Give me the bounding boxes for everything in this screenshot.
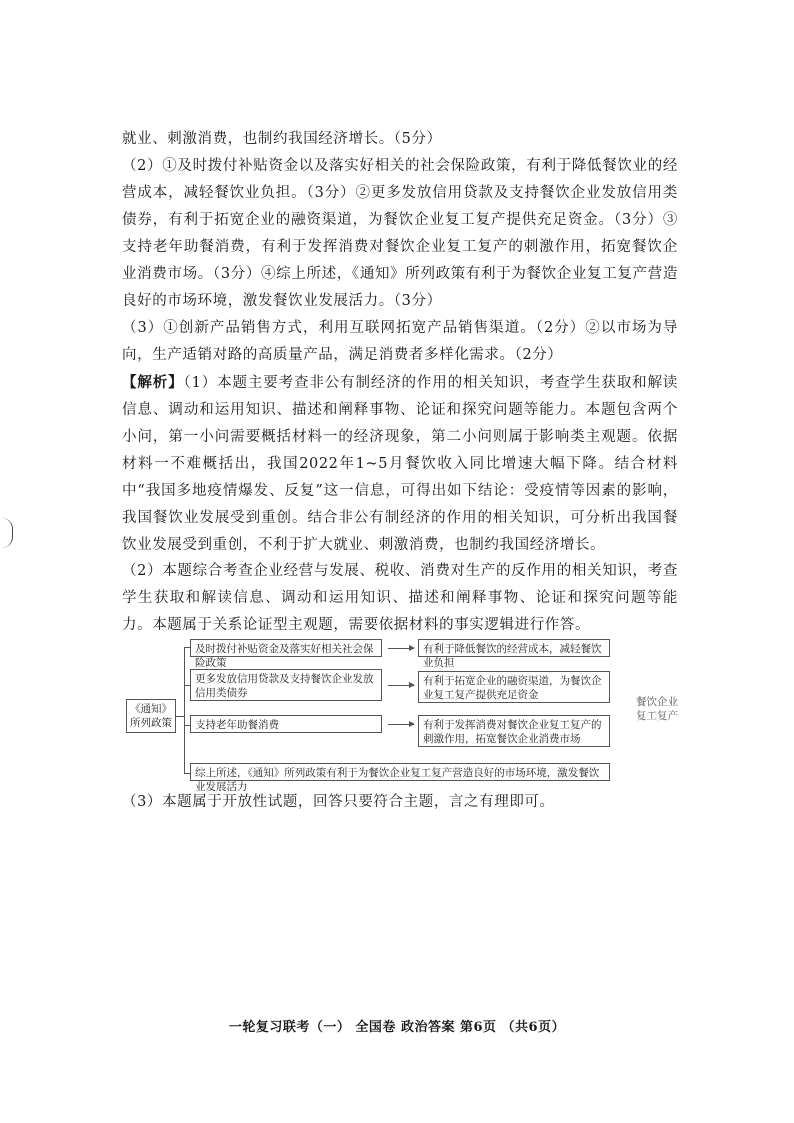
connector: [176, 716, 184, 717]
paragraph-answer-2: （2）①及时拨付补贴资金以及落实好相关的社会保险政策，有利于降低餐饮业的经营成本，减轻餐饮业负担。（3分）②更多发放信用贷款及支持餐饮企业发放信用类债券，有利于拓宽企业的融资渠道，为餐饮企业复工复产提供充足资金。（3分）③支持老年助餐消费，有利于发挥消费对餐饮企业复工复产的刺激作用，拓宽餐饮企业消费市场。（3分）④综上所述，《通知》所列政策有利于为餐饮企业复工复产营造良好的市场环境，激发餐饮业发展活力。（3分）: [122, 158, 678, 309]
paragraph-analysis-2: （2）本题综合考查企业经营与发展、税收、消费对生产的反作用的相关知识，考查学生获取和解读信息、调动和运用知识、描述和阐释事物、论证和探究问题等能力。本题属于关系论证型主观题，需要依据材料的事实逻辑进行作答。: [122, 563, 678, 633]
connector: [184, 647, 185, 773]
arrow: [388, 648, 414, 649]
paragraph-analysis-3: （3）本题属于开放性试题，回答只要符合主题，言之有理即可。: [122, 794, 555, 810]
policy-box-2: 更多发放信用贷款及支持餐饮企业发放信用类债券: [190, 669, 382, 701]
analysis-label: 【解析】: [122, 374, 184, 391]
paragraph-answer-3: （3）①创新产品销售方式，利用互联网拓宽产品销售渠道。（2分）②以市场为导向，生产适销对路的高质量产品，满足消费者多样化需求。（2分）: [122, 320, 678, 363]
paragraph-analysis-1: [122, 369, 678, 559]
policy-diagram: [126, 637, 686, 793]
arrow: [388, 685, 414, 686]
analysis-1-text: （1）本题主要考查非公有制经济的作用的相关知识，考查学生获取和解读信息、调动和运用知识、描述和阐释事物、论证和探究问题等能力。本题包含两个小问，第一小问需要概括材料一的经济现象，第二小问则属于影响类主观题。依据材料一不难概括出，我国2022年1~5月餐饮收入同比增速大幅下降。结合材料中“我国多地疫情爆发、反复”这一信息，可得出如下结论：受疫情等因素的影响，我国餐饮业发展受到重创。结合非公有制经济的作用的相关知识，可分析出我国餐饮业发展受到重创，不利于扩大就业、刺激消费，也制约我国经济增长。: [122, 375, 678, 553]
paragraph-continuation: 就业、刺激消费，也制约我国经济增长。（5分）: [122, 131, 442, 147]
effect-box-3: 有利于发挥消费对餐饮企业复工复产的刺激作用，拓宽餐饮企业消费市场: [418, 715, 610, 747]
diagram-root-box: 《通知》所列政策: [126, 699, 176, 733]
page-footer: 一轮复习联考（一） 全国卷 政治答案 第6页 （共6页）: [228, 1020, 566, 1035]
policy-box-3: 支持老年助餐消费: [190, 715, 382, 733]
arrow: [388, 724, 414, 725]
policy-box-1: 及时拨付补贴资金及落实好相关社会保险政策: [190, 639, 382, 657]
effect-box-1: 有利于降低餐饮的经营成本，减轻餐饮业负担: [418, 639, 610, 657]
summary-box: 综上所述，《通知》所列政策有利于为餐饮企业复工复产营造良好的市场环境，激发餐饮业发展活力: [190, 763, 610, 781]
diagram-side-note: 餐饮企业复工复产: [636, 696, 678, 722]
effect-box-2: 有利于拓宽企业的融资渠道，为餐饮企业复工复产提供充足资金: [418, 671, 610, 703]
binding-mark: [2, 518, 13, 548]
